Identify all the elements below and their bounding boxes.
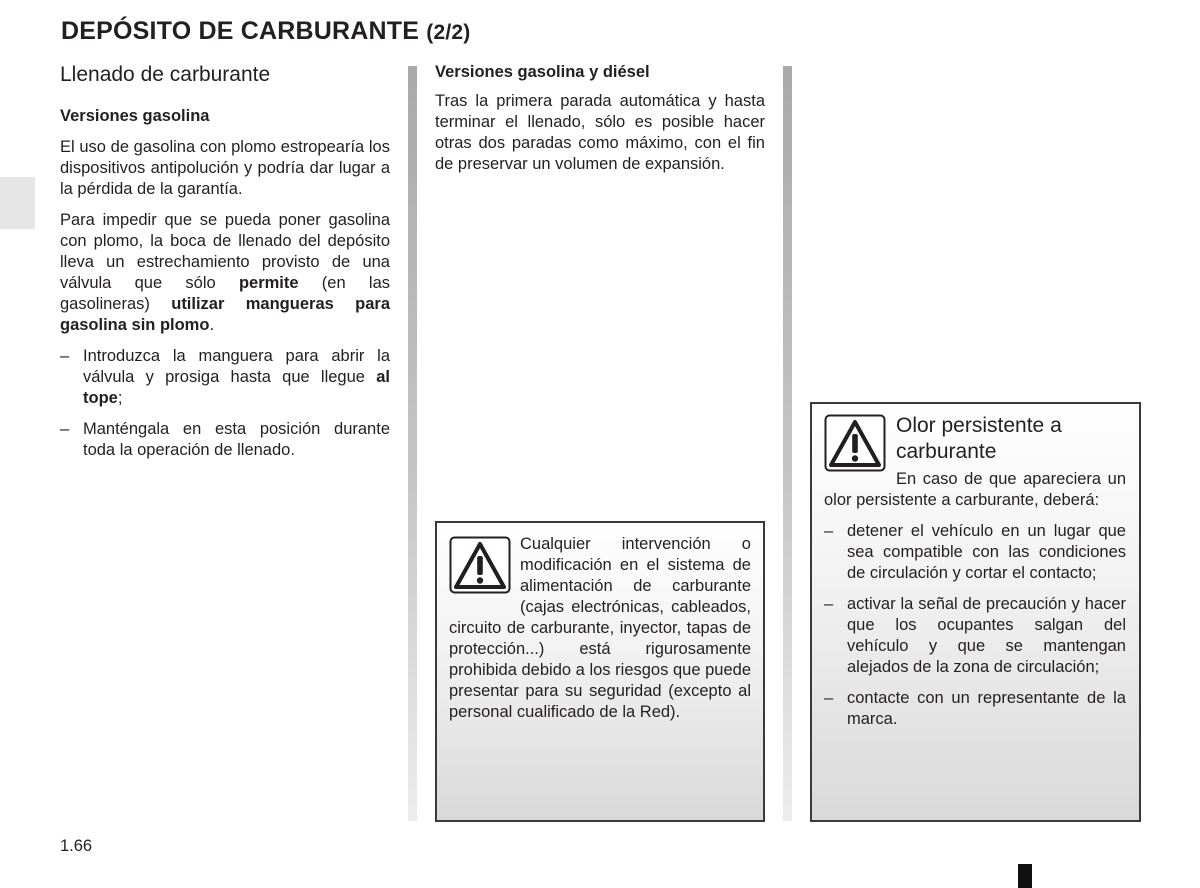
page-corner-mark [1018, 864, 1032, 888]
text-run: Manténgala en esta posición durante toda la operación de llenado. [83, 420, 390, 459]
text-run: Introduzca la manguera para abrir la válvula y prosiga hasta que llegue [83, 347, 390, 386]
list-item [824, 594, 1126, 678]
page-number: 1.66 [60, 837, 93, 855]
text-run-bold: permite [238, 274, 299, 292]
warning-triangle-icon [449, 536, 511, 594]
warning-box-fuel-smell [810, 402, 1141, 822]
list-item [824, 521, 1126, 584]
text-run: activar la señal de precaución y hacer que los ocupantes salgan del vehículo y que se mantengan alejados de la zona de circulación; [847, 595, 1126, 676]
warning-title-fuel-smell: Olor persistente a carburante [896, 414, 1062, 463]
warning-triangle-icon [824, 414, 886, 472]
text-run-bold: al tope [83, 368, 390, 407]
section-tab-marker [0, 177, 35, 229]
paragraph-filler-neck [60, 210, 390, 336]
column-divider-2 [783, 66, 792, 821]
subheading-petrol-diesel: Versiones gasolina y diésel [435, 63, 650, 81]
text-run: ; [117, 389, 123, 407]
fuel-smell-actions-list [824, 521, 1126, 730]
column-1 [60, 62, 390, 471]
warning-intro-fuel-smell: En caso de que apareciera un olor persistente a carburante, deberá: [824, 470, 1126, 509]
column-divider-1 [408, 66, 417, 821]
text-run: (en las gasolineras) [60, 274, 390, 313]
dash-bullet: – [824, 595, 834, 613]
text-run: detener el vehículo en un lugar que sea compatible con las condiciones de circulación y cortar el contacto; [847, 522, 1126, 582]
subheading-petrol: Versiones gasolina [60, 107, 210, 125]
instruction-list [60, 346, 390, 461]
warning-text-modification: Cualquier intervención o modificación en el sistema de alimentación de carburante (cajas electrónicas, cableados, circuito de carburante, inyector, tapas de protección...) está rigurosamente prohibida debido a los riesgos que puede presentar para su seguridad (excepto al personal cualificado de la Red). [449, 535, 751, 721]
dash-bullet: – [60, 420, 70, 438]
page-title-part: (2/2) [426, 21, 471, 44]
warning-box-modification [435, 521, 765, 822]
page-title [61, 17, 470, 46]
list-item [60, 346, 390, 409]
paragraph-stops: Tras la primera parada automática y hasta terminar el llenado, sólo es posible hacer otras dos paradas como máximo, con el fin de preservar un volumen de expansión. [435, 92, 765, 173]
dash-bullet: – [60, 347, 70, 365]
paragraph-leaded-petrol: El uso de gasolina con plomo estropearía los dispositivos antipolución y podría dar lugar a la pérdida de la garantía. [60, 138, 390, 198]
column-2 [435, 62, 765, 185]
section-heading-refueling: Llenado de carburante [60, 63, 271, 86]
list-item [824, 688, 1126, 730]
list-item [60, 419, 390, 461]
text-run: . [209, 316, 215, 334]
dash-bullet: – [824, 522, 834, 540]
dash-bullet: – [824, 689, 834, 707]
text-run: Para impedir que se pueda poner gasolina con plomo, la boca de llenado del depósito lleva un estrechamiento provisto de una válvula que sólo [60, 211, 390, 292]
page-title-text: DEPÓSITO DE CARBURANTE [61, 17, 420, 45]
text-run-bold: utilizar mangueras para gasolina sin plomo [60, 295, 390, 334]
text-run: contacte con un representante de la marca. [847, 689, 1126, 728]
